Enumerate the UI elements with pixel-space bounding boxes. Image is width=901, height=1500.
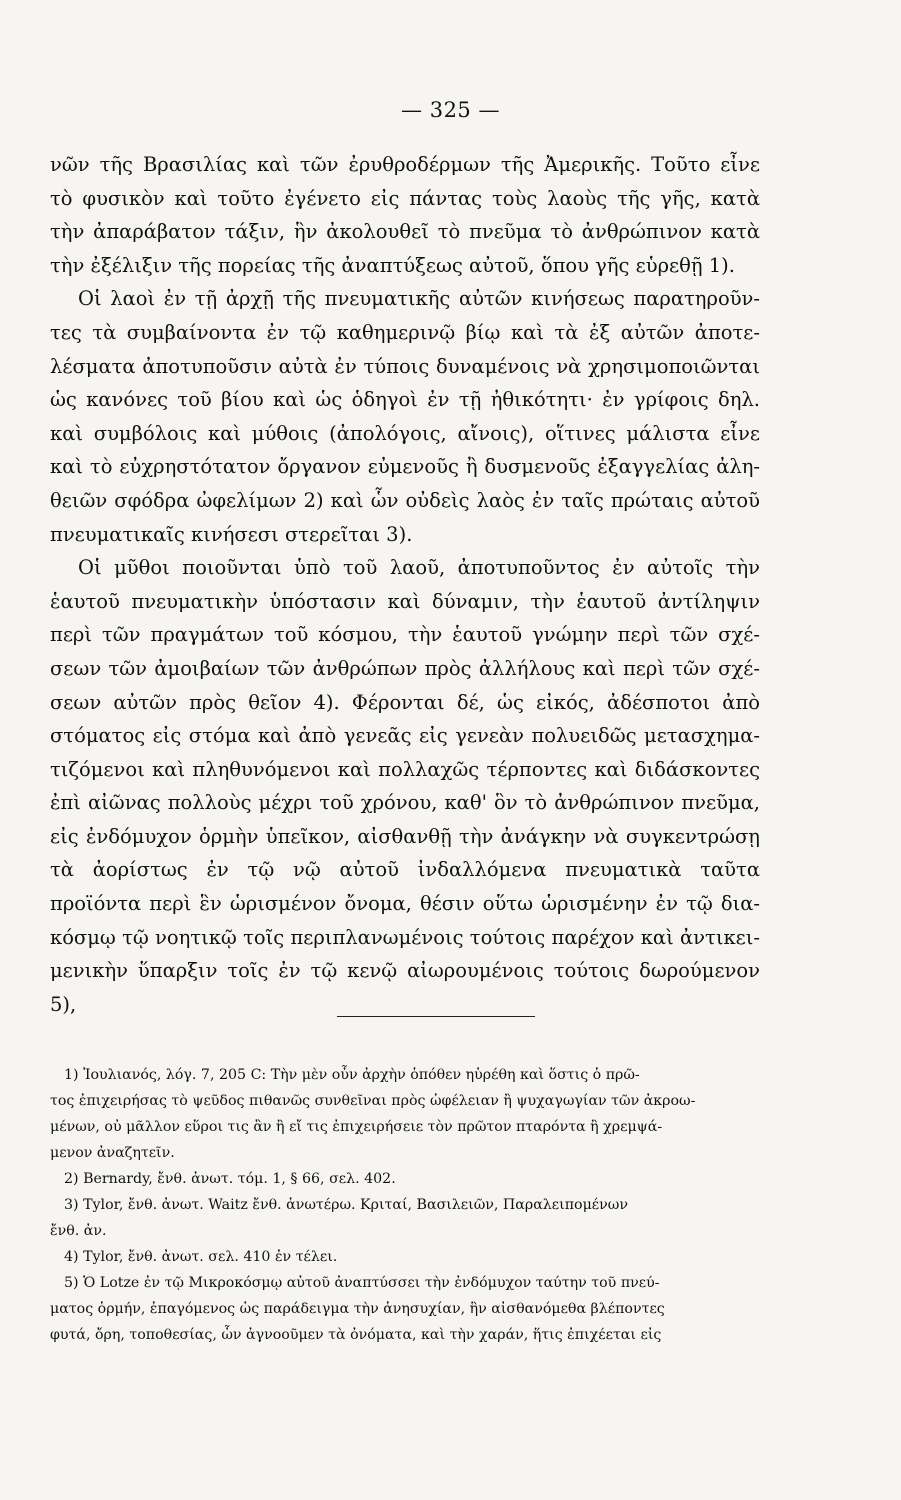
text-line: λέσματα ἀποτυποῦσιν αὐτὰ ἐν τύποις δυναμένοις νὰ χρησιμοποιῶνται (50, 354, 760, 378)
text-line: εἰς ἐνδόμυχον ὁρμὴν ὑπεῖκον, αἰσθανθῇ τὴν ἀνάγκην νὰ συγκεντρώσῃ (50, 824, 760, 848)
text-line: καὶ συμβόλοις καὶ μύθοις (ἀπολόγοις, αἴνοις), οἵτινες μάλιστα εἶνε (50, 421, 760, 445)
text-line: κόσμῳ τῷ νοητικῷ τοῖς περιπλανωμένοις τούτοις παρέχον καὶ ἀντικει- (50, 925, 760, 949)
footnote-line: 4) Tylor, ἔνθ. ἀνωτ. σελ. 410 ἐν τέλει. (64, 1249, 338, 1265)
text-line: σεων τῶν ἀμοιβαίων τῶν ἀνθρώπων πρὸς ἀλλήλους καὶ περὶ τῶν σχέ- (50, 656, 760, 680)
text-line: ὡς κανόνες τοῦ βίου καὶ ὡς ὁδηγοὶ ἐν τῇ ἠθικότητι· ἐν γρίφοις δηλ. (50, 388, 760, 412)
text-line: τὴν ἀπαράβατον τάξιν, ἣν ἀκολουθεῖ τὸ πνεῦμα τὸ ἀνθρώπινον κατὰ (50, 220, 760, 244)
text-line: θειῶν σφόδρα ὠφελίμων 2) καὶ ὧν οὐδεὶς λαὸς ἐν ταῖς πρώταις αὐτοῦ (50, 488, 760, 512)
text-line: τιζόμενοι καὶ πληθυνόμενοι καὶ πολλαχῶς τέρποντες καὶ διδάσκοντες (50, 757, 760, 781)
text-line: ἑαυτοῦ πνευματικὴν ὑπόστασιν καὶ δύναμιν, τὴν ἑαυτοῦ ἀντίληψιν (50, 589, 760, 613)
text-line: Οἱ λαοὶ ἐν τῇ ἀρχῇ τῆς πνευματικῆς αὐτῶν κινήσεως παρατηροῦν- (78, 287, 760, 311)
text-line: περὶ τῶν πραγμάτων τοῦ κόσμου, τὴν ἑαυτοῦ γνώμην περὶ τῶν σχέ- (50, 623, 760, 647)
footnote-line: 1) Ἰουλιανός, λόγ. 7, 205 C: Τὴν μὲν οὖν ἀρχὴν ὁπόθεν ηὑρέθη καὶ ὅστις ὁ πρῶ- (64, 1067, 640, 1083)
footnote-line: 2) Bernardy, ἔνθ. ἀνωτ. τόμ. 1, § 66, σελ. 402. (64, 1171, 396, 1187)
footnote-line: φυτά, ὄρη, τοποθεσίας, ὧν ἀγνοοῦμεν τὰ ὀνόματα, καὶ τὴν χαράν, ἥτις ἐπιχέεται εἰς (50, 1327, 662, 1343)
text-line: πνευματικαῖς κινήσεσι στερεῖται 3). (50, 522, 413, 546)
text-line: ἐπὶ αἰῶνας πολλοὺς μέχρι τοῦ χρόνου, καθ' ὃν τὸ ἀνθρώπινον πνεῦμα, (50, 791, 760, 815)
footnote-line: μένων, οὐ μᾶλλον εὕροι τις ἂν ἢ εἴ τις ἐπιχειρήσειε τὸν πρῶτον πταρόντα ἢ χρεμψά- (50, 1119, 663, 1135)
text-line: καὶ τὸ εὐχρηστότατον ὄργανον εὐμενοῦς ἢ δυσμενοῦς ἐξαγγελίας ἀλη- (50, 455, 760, 479)
text-line: τὰ ἀορίστως ἐν τῷ νῷ αὐτοῦ ἰνδαλλόμενα πνευματικὰ ταῦτα (50, 858, 760, 882)
text-line: Οἱ μῦθοι ποιοῦνται ὑπὸ τοῦ λαοῦ, ἀποτυποῦντος ἐν αὐτοῖς τὴν (78, 556, 760, 580)
footnotes (50, 1062, 762, 1348)
text-line: τὴν ἐξέλιξιν τῆς πορείας τῆς ἀναπτύξεως αὐτοῦ, ὅπου γῆς εὑρεθῇ 1). (50, 253, 735, 277)
footnote-divider (337, 1016, 535, 1017)
footnote-line: μενον ἀναζητεῖν. (50, 1145, 175, 1161)
footnote-line: τος ἐπιχειρήσας τὸ ψεῦδος πιθανῶς συνθεῖναι πρὸς ὠφέλειαν ἢ ψυχαγωγίαν τῶν ἀκροω- (50, 1093, 696, 1109)
text-line: στόματος εἰς στόμα καὶ ἀπὸ γενεᾶς εἰς γενεὰν πολυειδῶς μετασχημα- (50, 724, 760, 748)
footnote-line: ματος ὁρμήν, ἐπαγόμενος ὡς παράδειγμα τὴν ἀνησυχίαν, ἣν αἰσθανόμεθα βλέποντες (50, 1301, 665, 1317)
footnote-line: 5) Ὁ Lotze ἐν τῷ Μικροκόσμῳ αὐτοῦ ἀναπτύσσει τὴν ἐνδόμυχον ταύτην τοῦ πνεύ- (64, 1275, 660, 1291)
text-line: τες τὰ συμβαίνοντα ἐν τῷ καθημερινῷ βίῳ καὶ τὰ ἐξ αὐτῶν ἀποτε- (50, 320, 760, 344)
text-line: νῶν τῆς Βρασιλίας καὶ τῶν ἐρυθροδέρμων τῆς Ἀμερικῆς. Τοῦτο εἶνε (50, 153, 760, 176)
text-line: σεων αὐτῶν πρὸς θεῖον 4). Φέρονται δέ, ὡς εἰκός, ἀδέσποτοι ἀπὸ (50, 690, 760, 714)
text-line: τὸ φυσικὸν καὶ τοῦτο ἐγένετο εἰς πάντας τοὺς λαοὺς τῆς γῆς, κατὰ (50, 186, 760, 210)
footnote-line: 3) Tylor, ἔνθ. ἀνωτ. Waitz ἔνθ. ἀνωτέρω. Κριταί, Βασιλειῶν, Παραλειπομένων (64, 1197, 628, 1213)
page-number: — 325 — (401, 98, 500, 122)
main-text (50, 148, 760, 1021)
text-line: μενικὴν ὕπαρξιν τοῖς ἐν τῷ κενῷ αἰωρουμένοις τούτοις δωρούμενον 5), (50, 959, 760, 1016)
footnote-line: ἔνθ. ἀν. (50, 1223, 107, 1239)
text-line: προϊόντα περὶ ἓν ὡρισμένον ὄνομα, θέσιν οὕτω ὡρισμένην ἐν τῷ δια- (50, 892, 760, 916)
